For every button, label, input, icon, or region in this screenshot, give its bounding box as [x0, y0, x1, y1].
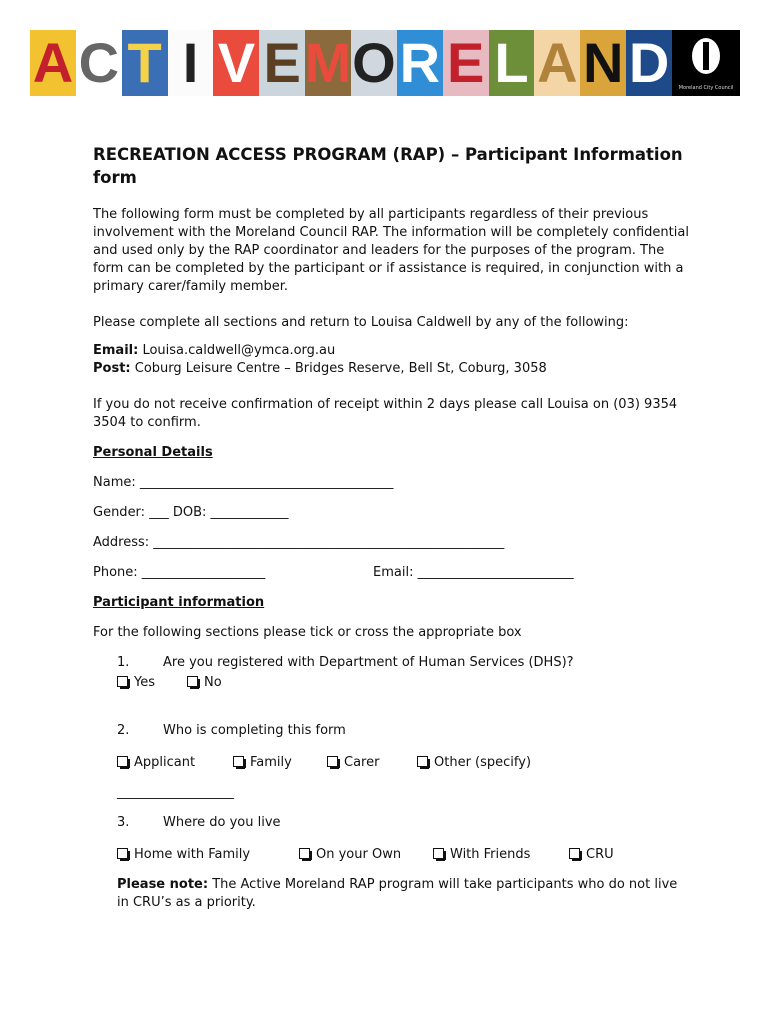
council-logo-icon: [692, 38, 720, 74]
banner-letter-m: [305, 30, 351, 96]
banner-letter-e: [259, 30, 305, 96]
checkbox-icon[interactable]: [417, 756, 428, 767]
checkbox-icon[interactable]: [327, 756, 338, 767]
moreland-council-logo: [672, 30, 740, 96]
option-home-with-family-label: Home with Family: [134, 847, 251, 862]
question-2-number: 2.: [117, 723, 130, 738]
checkbox-icon[interactable]: [117, 676, 128, 687]
banner-letter-l: [489, 30, 535, 96]
tick-instruction: For the following sections please tick or cross the appropriate box: [93, 625, 522, 640]
question-2-text: Who is completing this form: [163, 723, 346, 738]
active-moreland-banner: [30, 30, 740, 96]
option-with-friends[interactable]: [433, 846, 569, 864]
contact-email: [93, 342, 693, 360]
option-family[interactable]: [233, 754, 327, 772]
banner-letter-v: [213, 30, 259, 96]
option-on-your-own-label: On your Own: [316, 847, 402, 862]
participant-email-field: Email: ________________________: [373, 565, 574, 580]
question-1-options: [117, 674, 693, 692]
banner-letter-d: [626, 30, 672, 96]
option-on-your-own[interactable]: [299, 846, 433, 864]
banner-letter-t: [122, 30, 168, 96]
note-label: Please note:: [117, 877, 209, 892]
phone-email-row: [93, 564, 693, 582]
question-3-number: 3.: [117, 815, 130, 830]
personal-details-heading: Personal Details: [93, 445, 213, 460]
banner-letter-text: T: [127, 31, 162, 94]
address-field: Address: ______________________________________________________: [93, 535, 505, 550]
question-3: [117, 814, 693, 832]
form-content: [93, 143, 693, 912]
contact-post: [93, 360, 693, 378]
banner-letter-a: [30, 30, 76, 96]
option-other-label: Other (specify): [434, 755, 532, 770]
participant-info-heading: Participant information: [93, 595, 265, 610]
checkbox-icon[interactable]: [299, 848, 310, 859]
banner-letter-a2: [534, 30, 580, 96]
phone-field: Phone: ___________________: [93, 565, 266, 580]
priority-note: [117, 876, 687, 912]
option-family-label: Family: [250, 755, 292, 770]
note-text: The Active Moreland RAP program will take participants who do not live in CRU’s as a priority.: [117, 877, 678, 910]
banner-letter-text: R: [399, 31, 441, 94]
option-cru[interactable]: [569, 846, 614, 864]
option-yes[interactable]: [117, 674, 187, 692]
option-other[interactable]: [417, 754, 531, 772]
question-1-number: 1.: [117, 655, 130, 670]
banner-letter-text: A: [537, 31, 578, 94]
question-2: [117, 722, 693, 740]
council-logo-text: Moreland City Council: [678, 85, 734, 91]
banner-letter-text: O: [352, 31, 396, 94]
banner-letter-text: V: [217, 31, 256, 94]
post-value: Coburg Leisure Centre – Bridges Reserve, Bell St, Coburg, 3058: [130, 361, 547, 376]
gender-dob-field: Gender: ___ DOB: ____________: [93, 505, 289, 520]
checkbox-icon[interactable]: [569, 848, 580, 859]
email-value: Louisa.caldwell@ymca.org.au: [138, 343, 336, 358]
banner-letter-c: [76, 30, 122, 96]
banner-letter-r: [397, 30, 443, 96]
banner-letter-text: D: [628, 31, 670, 94]
option-cru-label: CRU: [586, 847, 614, 862]
banner-letter-e2: [443, 30, 489, 96]
form-title: RECREATION ACCESS PROGRAM (RAP) – Participant Information form: [93, 145, 683, 187]
checkbox-icon[interactable]: [433, 848, 444, 859]
option-with-friends-label: With Friends: [450, 847, 531, 862]
option-yes-label: Yes: [134, 675, 155, 690]
banner-letter-text: E: [263, 31, 301, 94]
banner-letter-n: [580, 30, 626, 96]
banner-letter-text: C: [78, 31, 120, 94]
checkbox-icon[interactable]: [117, 848, 128, 859]
checkbox-icon[interactable]: [187, 676, 198, 687]
instructions-paragraph: Please complete all sections and return to Louisa Caldwell by any of the following:: [93, 315, 629, 330]
banner-letter-text: M: [305, 31, 352, 94]
email-label: Email:: [93, 343, 139, 358]
question-1: [117, 654, 693, 672]
question-3-options: [117, 846, 693, 864]
name-field: Name: _______________________________________: [93, 475, 394, 490]
intro-paragraph: The following form must be completed by all participants regardless of their previous involvement with the Moreland Council RAP. The information will be completely confidential and used only by the RAP coordinator and leaders for the purposes of the program. The form can be completed by the participant or if assistance is required, in conjunction with a primary carer/family member.: [93, 207, 689, 294]
question-3-text: Where do you live: [163, 815, 281, 830]
banner-letter-i: [168, 30, 214, 96]
other-specify-line: __________________: [117, 785, 234, 800]
banner-letter-text: I: [182, 31, 199, 94]
checkbox-icon[interactable]: [117, 756, 128, 767]
banner-letter-text: A: [32, 31, 74, 94]
post-label: Post:: [93, 361, 131, 376]
banner-letter-text: L: [494, 31, 529, 94]
option-no[interactable]: [187, 674, 222, 692]
checkbox-icon[interactable]: [233, 756, 244, 767]
option-carer[interactable]: [327, 754, 417, 772]
question-1-text: Are you registered with Department of Human Services (DHS)?: [163, 655, 574, 670]
option-applicant-label: Applicant: [134, 755, 196, 770]
banner-letter-o: [351, 30, 397, 96]
option-applicant[interactable]: [117, 754, 233, 772]
banner-letter-text: E: [446, 31, 485, 94]
option-home-with-family[interactable]: [117, 846, 299, 864]
option-no-label: No: [204, 675, 222, 690]
option-carer-label: Carer: [344, 755, 380, 770]
question-2-options: [117, 754, 693, 772]
banner-letter-text: N: [583, 31, 624, 94]
confirmation-paragraph: If you do not receive confirmation of receipt within 2 days please call Louisa on (03) 9354 3504 to confirm.: [93, 397, 678, 430]
